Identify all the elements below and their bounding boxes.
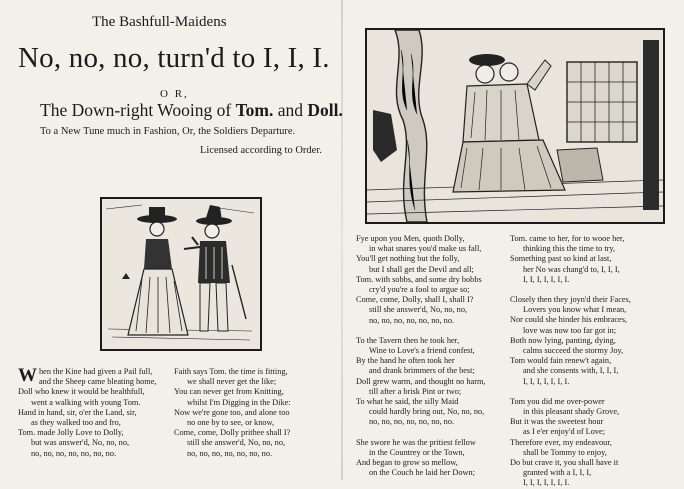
verse-line: Tom you did me over-power [510, 396, 605, 406]
tune-line: To a New Tune much in Fashion, Or, the Soldiers Departure. [40, 126, 296, 137]
verse-line: Lovers you know what I mean, [523, 305, 627, 315]
verse-line: as they walked too and fro, [31, 418, 121, 428]
woodcut-right [365, 28, 665, 224]
license-line: Licensed according to Order. [200, 145, 322, 156]
drop-cap: W [18, 365, 37, 386]
and-word: and [273, 100, 308, 120]
stanza-gap [510, 387, 631, 397]
verse-line: shall be Tommy to enjoy, [523, 447, 607, 457]
verse-line: as I e'er enjoy'd of Love; [523, 427, 606, 437]
verse-line: Nor could she hinder his embraces, [510, 315, 628, 325]
verse-line: no, no, no, no, no, no, no. [187, 448, 273, 458]
verse-line: Closely then they joyn'd their Faces, [510, 295, 631, 305]
verse-line: still she answer'd, No, no, no, [369, 305, 468, 315]
verse-line: granted with a I, I, I, [523, 468, 592, 478]
verse-line: Now we're gone too, and alone too [174, 407, 290, 417]
verse-line: but I shall get the Devil and all; [369, 264, 474, 274]
verse-column-4 [510, 234, 631, 489]
verse-line: I, I, I, I, I, I, I. [523, 376, 570, 386]
stanza-gap [510, 285, 631, 295]
verse-line: Come, come, Dolly, shall I, shall I? [356, 295, 474, 305]
verse-line: You can never get from Knitting, [174, 387, 284, 397]
verse-line: Something past so kind at last, [510, 254, 612, 264]
subtitle: The Bashfull-Maidens [92, 14, 227, 30]
verse-line: I, I, I, I, I, I, I. [523, 478, 570, 488]
verse-line: and she consents with, I, I, I, [523, 366, 619, 376]
verse-line: no, no, no, no, no, no, no. [31, 448, 117, 458]
wooing-prefix: The Down-right Wooing of [40, 100, 236, 120]
verse-column-1 [18, 365, 157, 459]
name-tom: Tom. [235, 100, 274, 120]
verse-line: we shall never get the like; [187, 377, 277, 387]
verse-line: no, no, no, no, no, no, no. [369, 417, 455, 427]
verse-line: But it was the sweetest hour [510, 417, 604, 427]
verse-line: love was now too far got in; [523, 325, 617, 335]
verse-line: thinking this the time to try, [523, 244, 616, 254]
verse-line: on the Couch he laid her Down; [369, 468, 475, 478]
verse-line: in this pleasant shady Grove, [523, 407, 620, 417]
verse-line: but was answer'd, No, no, no, [31, 438, 130, 448]
verse-line: Come, come, Dolly prithee shall I? [174, 428, 291, 438]
verse-line: Tom would fain renew't again, [510, 356, 612, 366]
verse-line: Therefore ever, my endeavour, [510, 437, 612, 447]
verse-line: in what snares you'd make us fall, [369, 244, 482, 254]
verse-line: no, no, no, no, no, no, no. [369, 315, 455, 325]
verse-line: She swore he was the pritiest fellow [356, 437, 476, 447]
main-title: No, no, no, turn'd to I, I, I. [18, 42, 330, 74]
verse-column-2 [174, 367, 291, 459]
verse-line: I, I, I, I, I, I, I. [523, 274, 570, 284]
verse-line: cry'd you're a fool to argue so; [369, 285, 470, 295]
verse-line: her No was chang'd to, I, I, I, [523, 264, 620, 274]
verse-line: Do but crave it, you shall have it [510, 458, 619, 468]
verse-line: Doll grew warm, and thought no harm, [356, 376, 486, 386]
wooing-title [40, 100, 343, 121]
woodcut-left [100, 197, 262, 351]
stanza-gap [356, 326, 486, 336]
verse-line: still she answer'd, No, no, no, [187, 438, 286, 448]
verse-line: Faith says Tom. the time is fitting, [174, 367, 288, 376]
name-doll: Doll. [307, 100, 343, 120]
verse-line: went a walking with young Tom. [31, 397, 141, 407]
or-label: O R, [160, 88, 189, 100]
verse-line: Both now lying, panting, dying, [510, 335, 616, 345]
verse-line: Tom. with sobbs, and some dry bobbs [356, 274, 482, 284]
verse-line: Tom. came to her, for to wooe her, [510, 234, 625, 243]
verse-line: calms succeed the stormy Joy, [523, 346, 624, 356]
verse-line: Doll who knew it would be healthfull, [18, 387, 145, 397]
verse-line: To the Tavern then he took her, [356, 335, 460, 345]
verse-column-3 [356, 234, 486, 478]
verse-line: in the Countrey or the Town, [369, 447, 465, 457]
verse-line: By the hand he often took her [356, 356, 455, 366]
verse-line: You'll get nothing but the folly, [356, 254, 460, 264]
verse-line: and the Sheep came bleating home, [39, 377, 157, 387]
woodcut-couple-illustration [102, 199, 260, 349]
verse-line: Tom. made Jolly Love to Dolly, [18, 428, 124, 438]
verse-line: and drank brimmers of the best; [369, 366, 475, 376]
verse-line: Hand in hand, sir, o'er the Land, sir, [18, 407, 137, 417]
verse-line: Fye upon you Men, quoth Dolly, [356, 234, 465, 243]
verse-line: no one by to see, or know, [187, 418, 275, 428]
page-fold [341, 0, 343, 480]
woodcut-embrace-illustration [367, 30, 663, 222]
verse-line: till after a brisk Pint or two; [369, 386, 462, 396]
verse-line: Wine to Love's a friend confest, [369, 346, 475, 356]
verse-line: To what he said, the silly Maid [356, 397, 459, 407]
verse-line: whilst I'm Digging in the Dike: [187, 397, 291, 407]
verse-line: And began to grow so mellow, [356, 458, 458, 468]
verse-line: hen the Kine had given a Pail full, [39, 367, 153, 376]
verse-line: could hardly bring out, No, no, no, [369, 407, 485, 417]
stanza-gap [356, 428, 486, 438]
